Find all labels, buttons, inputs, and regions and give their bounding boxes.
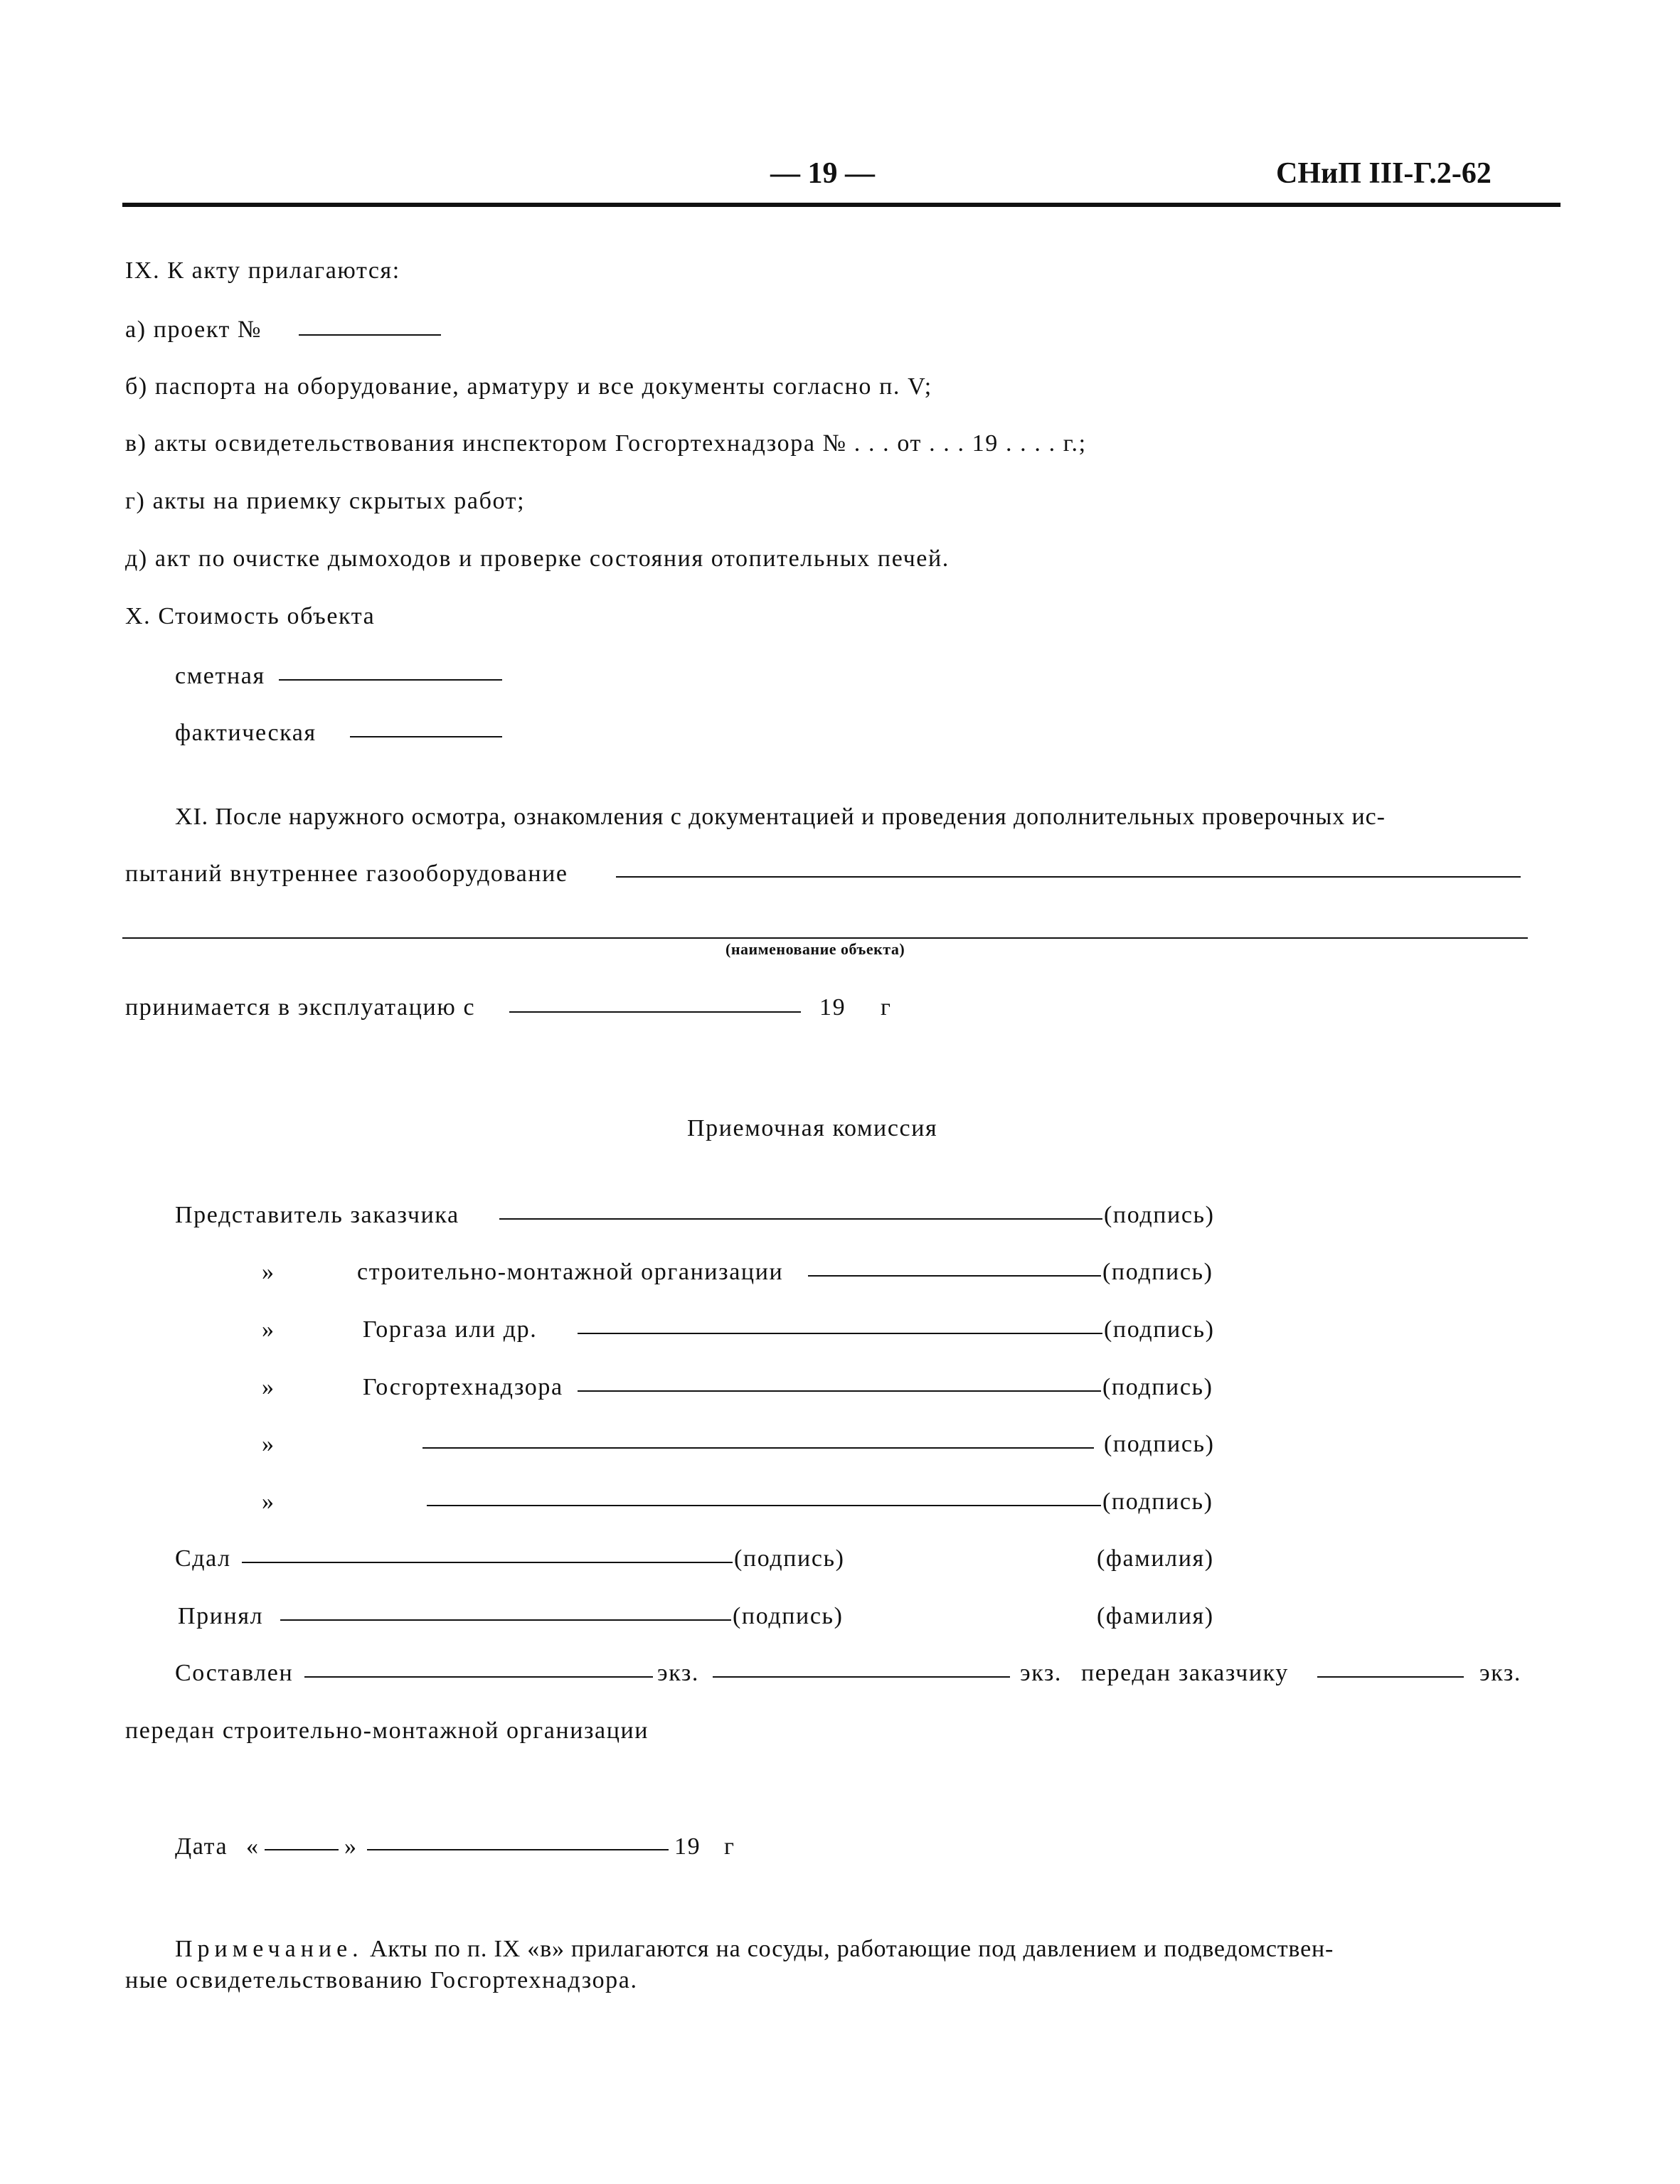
project-number-blank xyxy=(299,334,441,336)
commission-row-customer: Представитель заказчика xyxy=(175,1202,459,1228)
object-name-blank xyxy=(122,937,1528,939)
signature-caption: (подпись) xyxy=(1102,1488,1213,1515)
compiled-label: Составлен xyxy=(175,1660,294,1686)
section-ix-item-g: г) акты на приемку скрытых работ; xyxy=(125,488,526,514)
surname-caption: (фамилия) xyxy=(1097,1603,1214,1629)
section-ix-item-d: д) акт по очистке дымоходов и проверке состояния отопительных печей. xyxy=(125,545,950,572)
commission-title: Приемочная комиссия xyxy=(687,1115,938,1141)
handed-label: Сдал xyxy=(175,1545,231,1572)
signature-caption: (подпись) xyxy=(1104,1431,1215,1457)
ditto-mark: » xyxy=(262,1488,275,1515)
page-number: — 19 — xyxy=(770,157,875,190)
signature-caption: (подпись) xyxy=(1102,1259,1213,1285)
signature-line xyxy=(427,1505,1101,1506)
note-line2: ные освидетельствованию Госгортехнадзора. xyxy=(125,1967,638,1993)
document-code: СНиП III-Г.2-62 xyxy=(1276,157,1492,190)
equipment-blank xyxy=(616,876,1521,878)
signature-line xyxy=(422,1447,1094,1449)
accepted-date-blank xyxy=(509,1011,801,1013)
commission-row-contractor: строительно-монтажной организации xyxy=(357,1259,784,1285)
copies-label: экз. xyxy=(1020,1660,1062,1686)
signature-caption: (подпись) xyxy=(1102,1374,1213,1400)
accepted-prefix: принимается в эксплуатацию с xyxy=(125,994,476,1021)
to-customer-label: передан заказчику xyxy=(1081,1660,1289,1686)
signature-caption: (подпись) xyxy=(734,1545,845,1572)
date-g: г xyxy=(724,1833,735,1860)
estimated-cost-label: сметная xyxy=(175,663,265,689)
actual-cost-label: фактическая xyxy=(175,720,317,746)
date-open-quote: « xyxy=(246,1833,260,1860)
accepted-g: г xyxy=(881,994,892,1021)
date-close-quote: » xyxy=(344,1833,358,1860)
copies-label: экз. xyxy=(1479,1660,1521,1686)
header-rule xyxy=(122,203,1561,207)
ditto-mark: » xyxy=(262,1316,275,1343)
day-blank xyxy=(265,1849,339,1850)
ditto-mark: » xyxy=(262,1374,275,1400)
signature-caption: (подпись) xyxy=(1104,1316,1215,1343)
customer-copies-blank xyxy=(1317,1676,1464,1678)
section-xi-line2: пытаний внутреннее газооборудование xyxy=(125,861,568,887)
object-name-caption: (наименование объекта) xyxy=(725,940,905,958)
commission-row-gosgortekhnadzor: Госгортехнадзора xyxy=(363,1374,563,1400)
section-ix-title: IX. К акту прилагаются: xyxy=(125,257,400,284)
estimated-cost-blank xyxy=(279,679,502,681)
surname-caption: (фамилия) xyxy=(1097,1545,1214,1572)
signature-line xyxy=(578,1390,1101,1392)
copies-blank xyxy=(713,1676,1010,1678)
signature-caption: (подпись) xyxy=(1104,1202,1215,1228)
copies-label: экз. xyxy=(657,1660,699,1686)
note-text-1: Акты по п. IX «в» прилагаются на сосуды, работающие под давлением и подведомствен- xyxy=(370,1936,1334,1962)
signature-line xyxy=(578,1333,1102,1334)
handed-signature-blank xyxy=(242,1562,733,1563)
date-label: Дата xyxy=(175,1833,228,1860)
accepted-year: 19 xyxy=(819,994,846,1021)
section-x-title: X. Стоимость объекта xyxy=(125,603,376,629)
signature-line xyxy=(499,1218,1102,1220)
section-ix-item-b: б) паспорта на оборудование, арматуру и все документы согласно п. V; xyxy=(125,373,932,400)
section-ix-item-a: а) проект № xyxy=(125,316,262,343)
received-label: Принял xyxy=(178,1603,264,1629)
ditto-mark: » xyxy=(262,1431,275,1457)
month-blank xyxy=(367,1849,669,1850)
section-xi-line1: XI. После наружного осмотра, ознакомления с документацией и проведения дополнительных проверочных ис- xyxy=(175,804,1386,830)
signature-caption: (подпись) xyxy=(733,1603,844,1629)
received-signature-blank xyxy=(280,1619,731,1621)
commission-row-gorgaz: Горгаза или др. xyxy=(363,1316,538,1343)
date-year: 19 xyxy=(674,1833,701,1860)
actual-cost-blank xyxy=(350,736,502,737)
to-contractor-label: передан строительно-монтажной организации xyxy=(125,1717,649,1744)
note-line1 xyxy=(175,1936,1334,1963)
note-label: Примечание. xyxy=(175,1936,363,1962)
signature-line xyxy=(808,1275,1101,1277)
compiled-copies-blank xyxy=(304,1676,653,1678)
section-ix-item-v: в) акты освидетельствования инспектором Госгортехнадзора № . . . от . . . 19 . . . . г.; xyxy=(125,430,1087,457)
ditto-mark: » xyxy=(262,1259,275,1285)
